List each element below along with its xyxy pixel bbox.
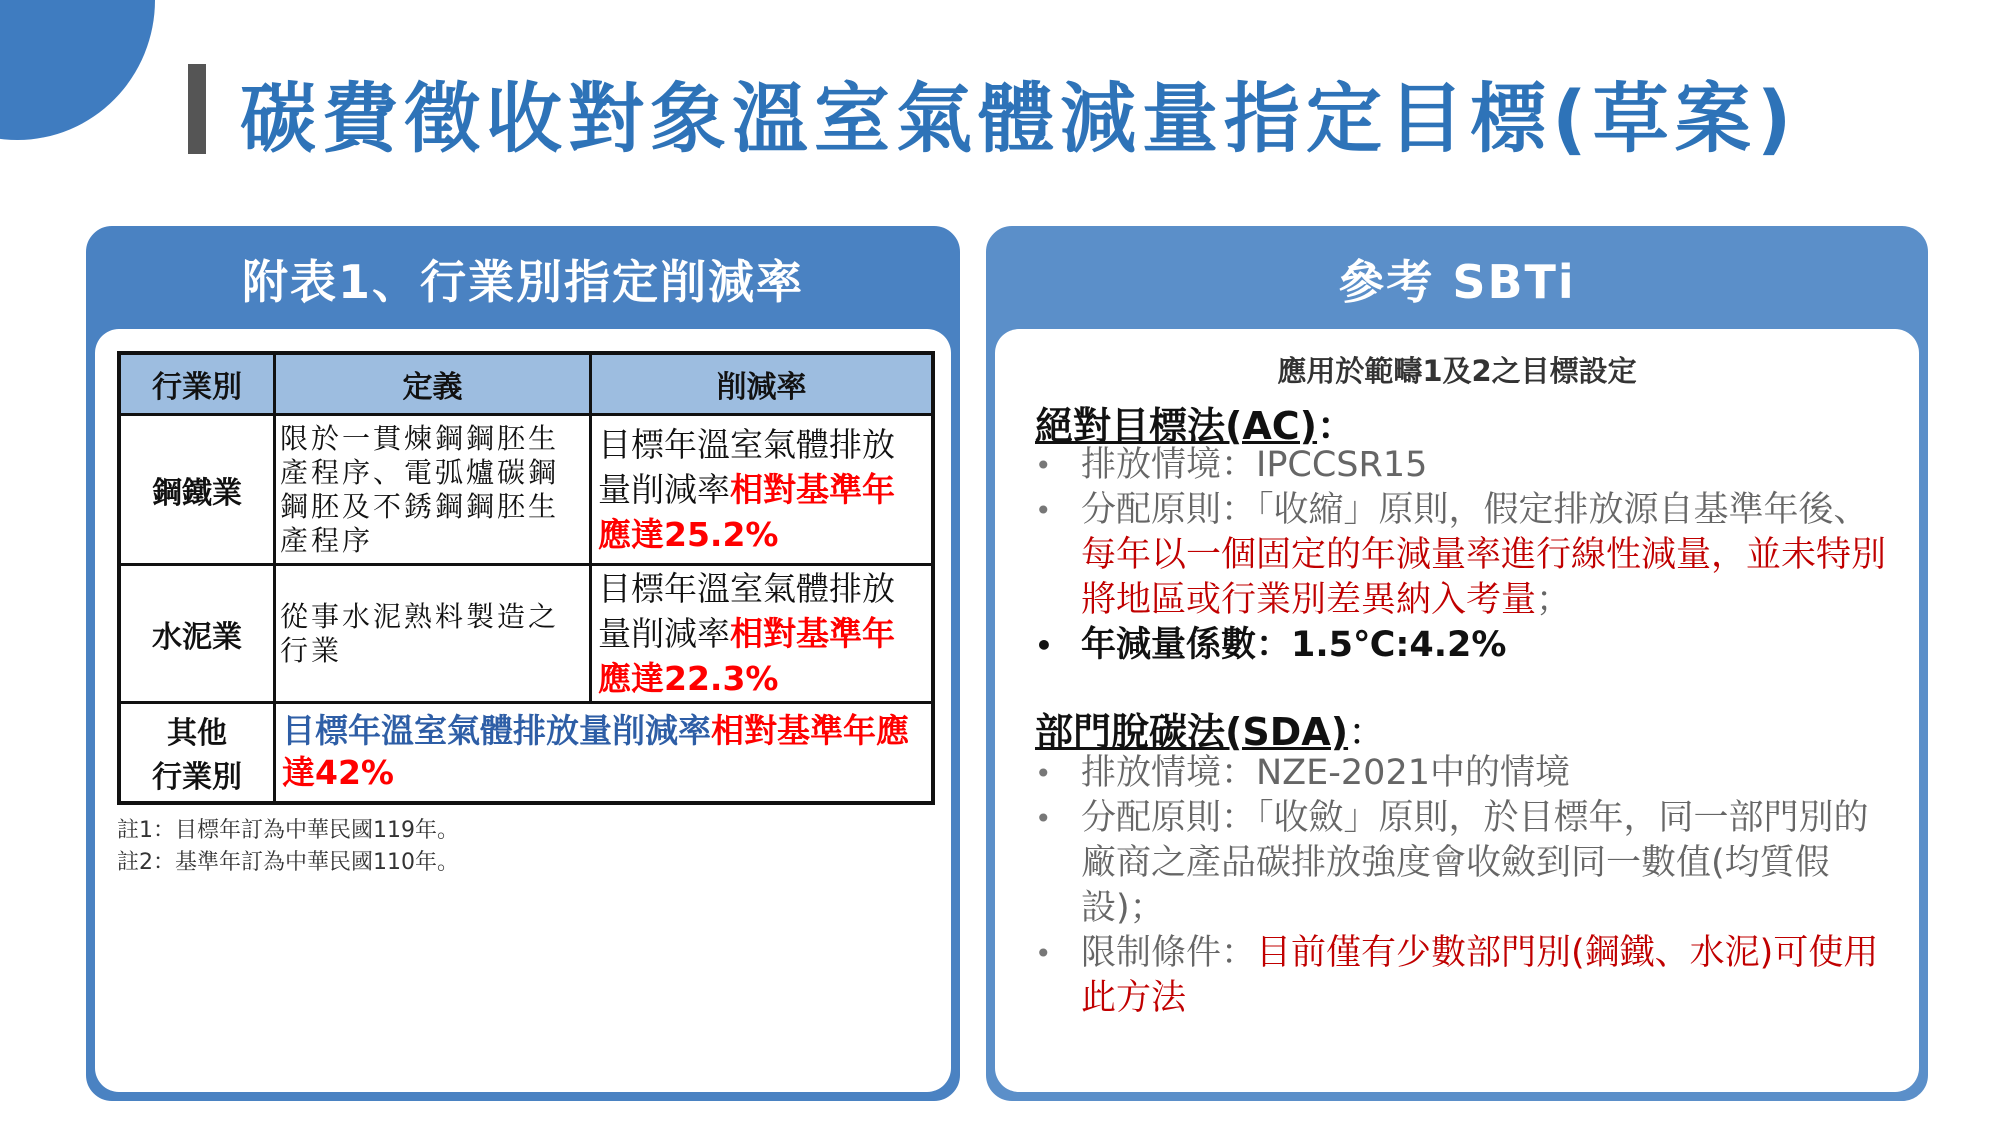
panel-body-right [995, 329, 1919, 1092]
principle-suffix: ； [1536, 580, 1572, 620]
industry-rate-panel [86, 226, 960, 1101]
sbti-panel [986, 226, 1928, 1101]
sda-section-title [1035, 701, 1386, 756]
panel-body-left [95, 329, 951, 1092]
principle-text: 分配原則：「收縮」原則，假定排放源自基準年後、 [1081, 490, 1869, 530]
rate-cell [591, 565, 934, 703]
ac-section-title [1035, 395, 1355, 450]
col-header-rate: 削減率 [591, 353, 934, 415]
rate-text: 目標年溫室氣體排放量削減率 [598, 569, 895, 653]
list-item: • 年減量係數：1.5℃:4.2% [1035, 623, 1895, 668]
reduction-rate-table [117, 351, 935, 805]
list-item: • 排放情境：IPCCSR15 [1035, 443, 1895, 488]
col-header-definition: 定義 [275, 353, 591, 415]
rate-text: 目標年溫室氣體排放量削減率 [282, 711, 711, 751]
ac-title: 絕對目標法(AC) [1035, 404, 1318, 448]
list-item: • 分配原則：「收斂」原則，於目標年，同一部門別的廠商之產品碳排放強度會收斂到同一數值(均質假設)； [1035, 796, 1895, 931]
ac-bullet-list [1035, 443, 1895, 668]
col-header-industry: 行業別 [119, 353, 275, 415]
industry-cell: 鋼鐵業 [119, 415, 275, 565]
industry-line: 其他 [167, 716, 227, 752]
sda-title: 部門脫碳法(SDA) [1035, 710, 1349, 754]
corner-decoration [0, 0, 155, 140]
panel-header-left: 附表1、行業別指定削減率 [241, 255, 804, 309]
industry-cell [119, 703, 275, 803]
table-row-other [119, 703, 933, 803]
page-title: 碳費徵收對象溫室氣體減量指定目標(草案) [240, 74, 1798, 163]
rate-highlight: 相對基準年應達22.3% [598, 614, 895, 698]
definition-cell: 從事水泥熟料製造之行業 [275, 565, 591, 703]
table-notes [117, 815, 459, 879]
definition-cell: 限於一貫煉鋼鋼胚生產程序、電弧爐碳鋼鋼胚及不銹鋼鋼胚生產程序 [275, 415, 591, 565]
ac-title-suffix: ： [1317, 404, 1356, 448]
note-line: 註2：基準年訂為中華民國110年。 [117, 850, 459, 875]
title-accent-bar [188, 64, 206, 154]
note-line: 註1：目標年訂為中華民國119年。 [117, 818, 459, 843]
list-item [1035, 488, 1895, 623]
panel-header-right: 參考 SBTi [1338, 255, 1576, 309]
table-row [119, 415, 933, 565]
industry-line: 行業別 [152, 760, 242, 796]
scope-subheading: 應用於範疇1及2之目標設定 [1277, 354, 1637, 388]
rate-highlight: 相對基準年應達42% [282, 711, 909, 793]
list-item: • 排放情境：NZE-2021中的情境 [1035, 751, 1895, 796]
rate-cell-other [275, 703, 934, 803]
sda-title-suffix: ： [1348, 710, 1387, 754]
industry-cell: 水泥業 [119, 565, 275, 703]
table-header-row [119, 353, 933, 415]
list-item [1035, 931, 1895, 1021]
rate-cell [591, 415, 934, 565]
table-row [119, 565, 933, 703]
limit-text: 限制條件： [1081, 933, 1257, 973]
sda-bullet-list [1035, 751, 1895, 1021]
principle-highlight: 每年以一個固定的年減量率進行線性減量，並未特別將地區或行業別差異納入考量 [1081, 535, 1887, 620]
rate-highlight: 相對基準年應達25.2% [598, 470, 895, 554]
limit-highlight: 目前僅有少數部門別(鋼鐵、水泥)可使用此方法 [1081, 933, 1879, 1018]
rate-text: 目標年溫室氣體排放量削減率 [598, 425, 895, 509]
